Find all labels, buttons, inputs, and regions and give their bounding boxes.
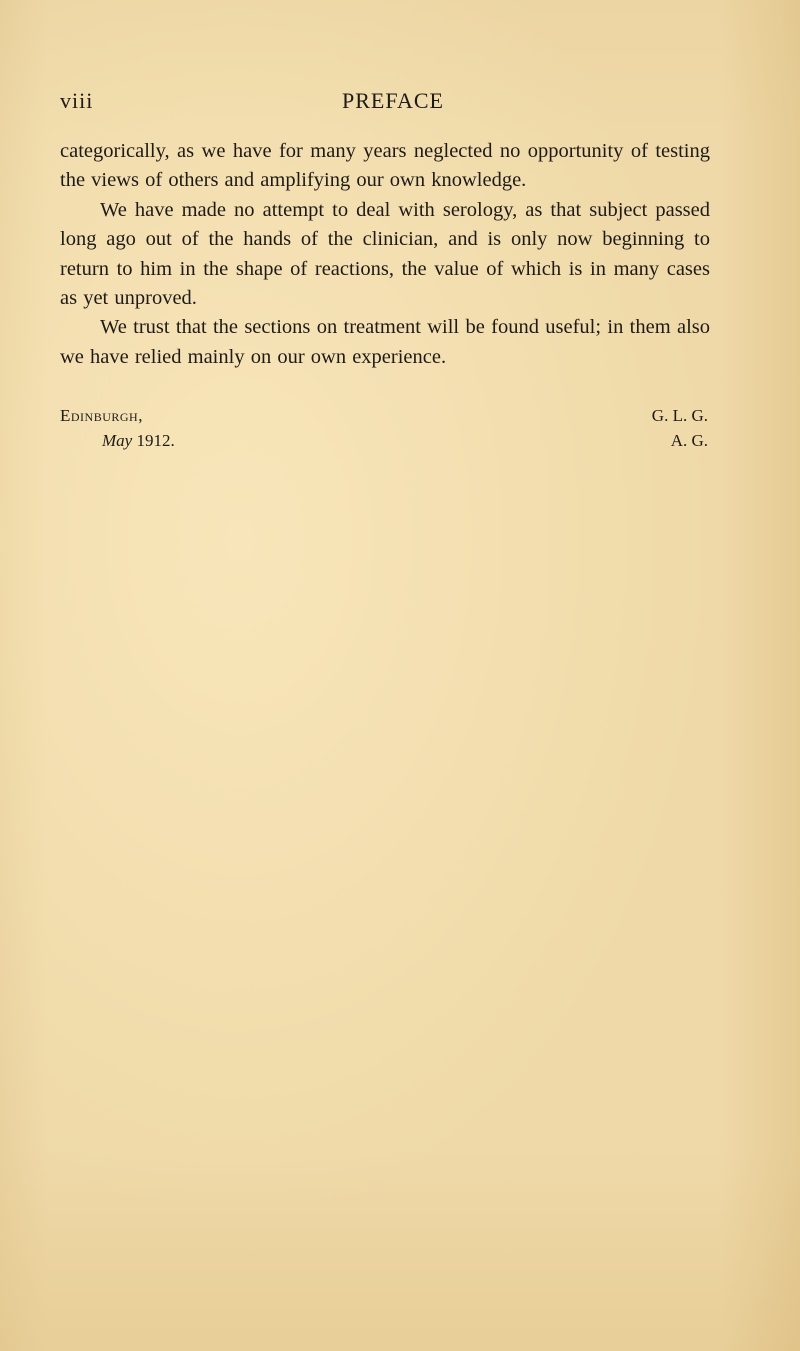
signoff-month: May [102, 431, 133, 450]
signoff-date [102, 428, 175, 453]
signoff [60, 403, 710, 463]
paragraph-serology: We have made no attempt to deal with serology, as that subject passed long ago out of the hands of the clinician, and is only now beginning to return to him in the shape of reactions, the value of which is in many cases as yet unproved. [60, 198, 710, 310]
paragraph-treatment: We trust that the sections on treatment will be found useful; in them also we have relied mainly on our own experience. [60, 316, 710, 368]
page-number: viii [60, 88, 94, 113]
running-title: PREFACE [342, 88, 444, 113]
paragraph-continued: categorically, as we have for many years neglected no opportunity of testing the views of others and amplifying our own knowledge. [60, 140, 710, 192]
preface-body [60, 137, 710, 372]
signoff-place: Edinburgh, [60, 406, 143, 425]
author-initials-1: G. L. G. [651, 406, 708, 425]
author-initials-2: A. G. [670, 431, 708, 450]
running-head [60, 88, 710, 118]
signoff-year: 1912. [136, 431, 175, 450]
